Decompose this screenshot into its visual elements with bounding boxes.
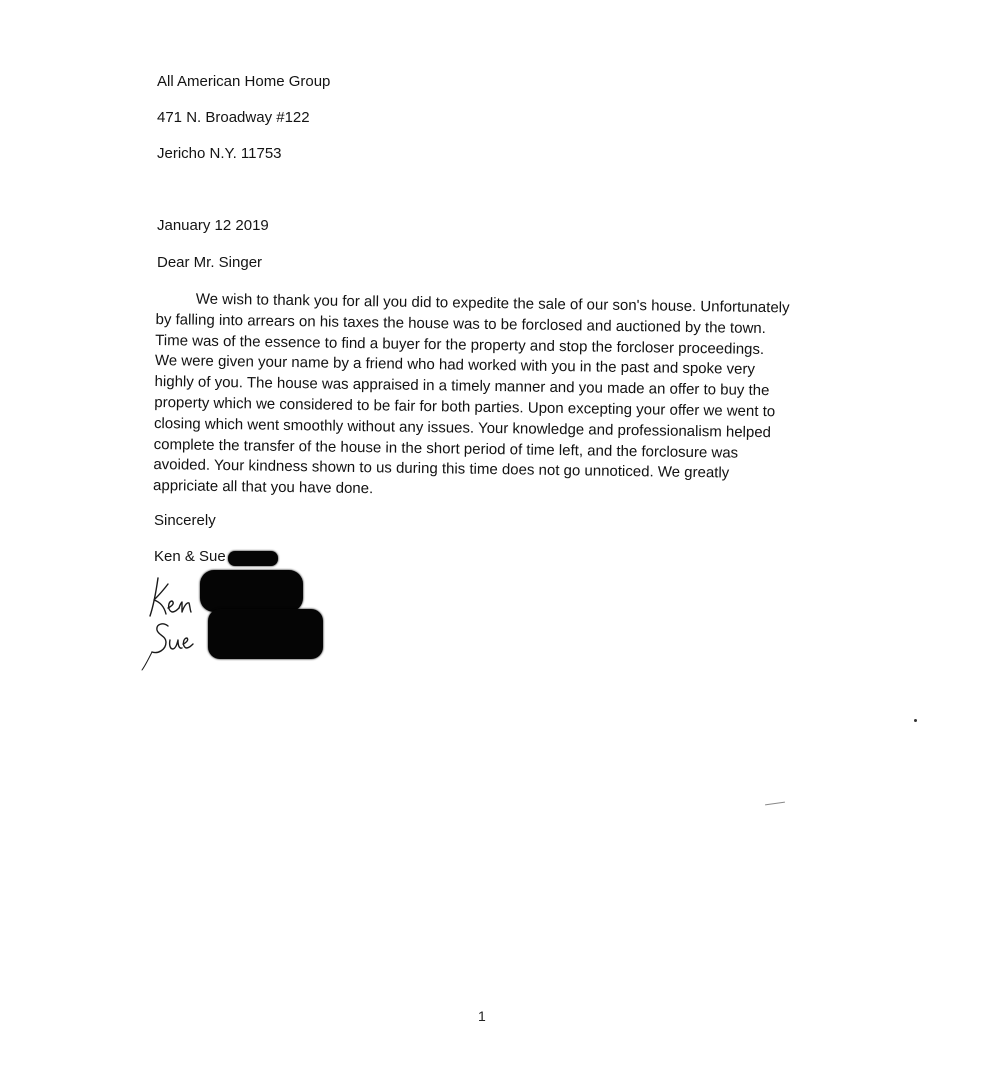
body-line: complete the transfer of the house in the short period of time left, and the forclosure was [153, 435, 739, 462]
letter-body [153, 289, 820, 507]
letter-date: January 12 2019 [157, 217, 269, 234]
company-name: All American Home Group [157, 73, 331, 90]
page-number: 1 [478, 1008, 486, 1024]
body-line: closing which went smoothly without any issues. Your knowledge and professionalism helped [153, 414, 772, 441]
body-line: by falling into arrears on his taxes the house was to be forclosed and auctioned by the town. [155, 310, 766, 337]
body-line: highly of you. The house was appraised in a timely manner and you made an offer to buy the [154, 373, 770, 400]
handwritten-signature [138, 570, 218, 675]
street-address: 471 N. Broadway #122 [157, 109, 310, 126]
body-line: avoided. Your kindness shown to us during this time does not go unnoticed. We greatly [153, 456, 730, 482]
body-line: property which we considered to be fair for both parties. Upon excepting your offer we went to [154, 393, 776, 421]
city-state-zip: Jericho N.Y. 11753 [157, 145, 282, 162]
redaction-block [228, 551, 278, 566]
scan-speck [914, 719, 917, 722]
body-line: We wish to thank you for all you did to expedite the sale of our son's house. Unfortunately [195, 290, 790, 317]
closing: Sincerely [154, 512, 216, 529]
salutation: Dear Mr. Singer [157, 254, 263, 271]
body-line: appriciate all that you have done. [152, 477, 374, 498]
body-line: Time was of the essence to find a buyer for the property and stop the forcloser proceedings. [155, 331, 765, 358]
signer-names: Ken & Sue [154, 548, 226, 565]
redaction-block [208, 609, 323, 659]
body-line: We were given your name by a friend who had worked with you in the past and spoke very [154, 352, 756, 379]
scan-mark [765, 802, 785, 806]
